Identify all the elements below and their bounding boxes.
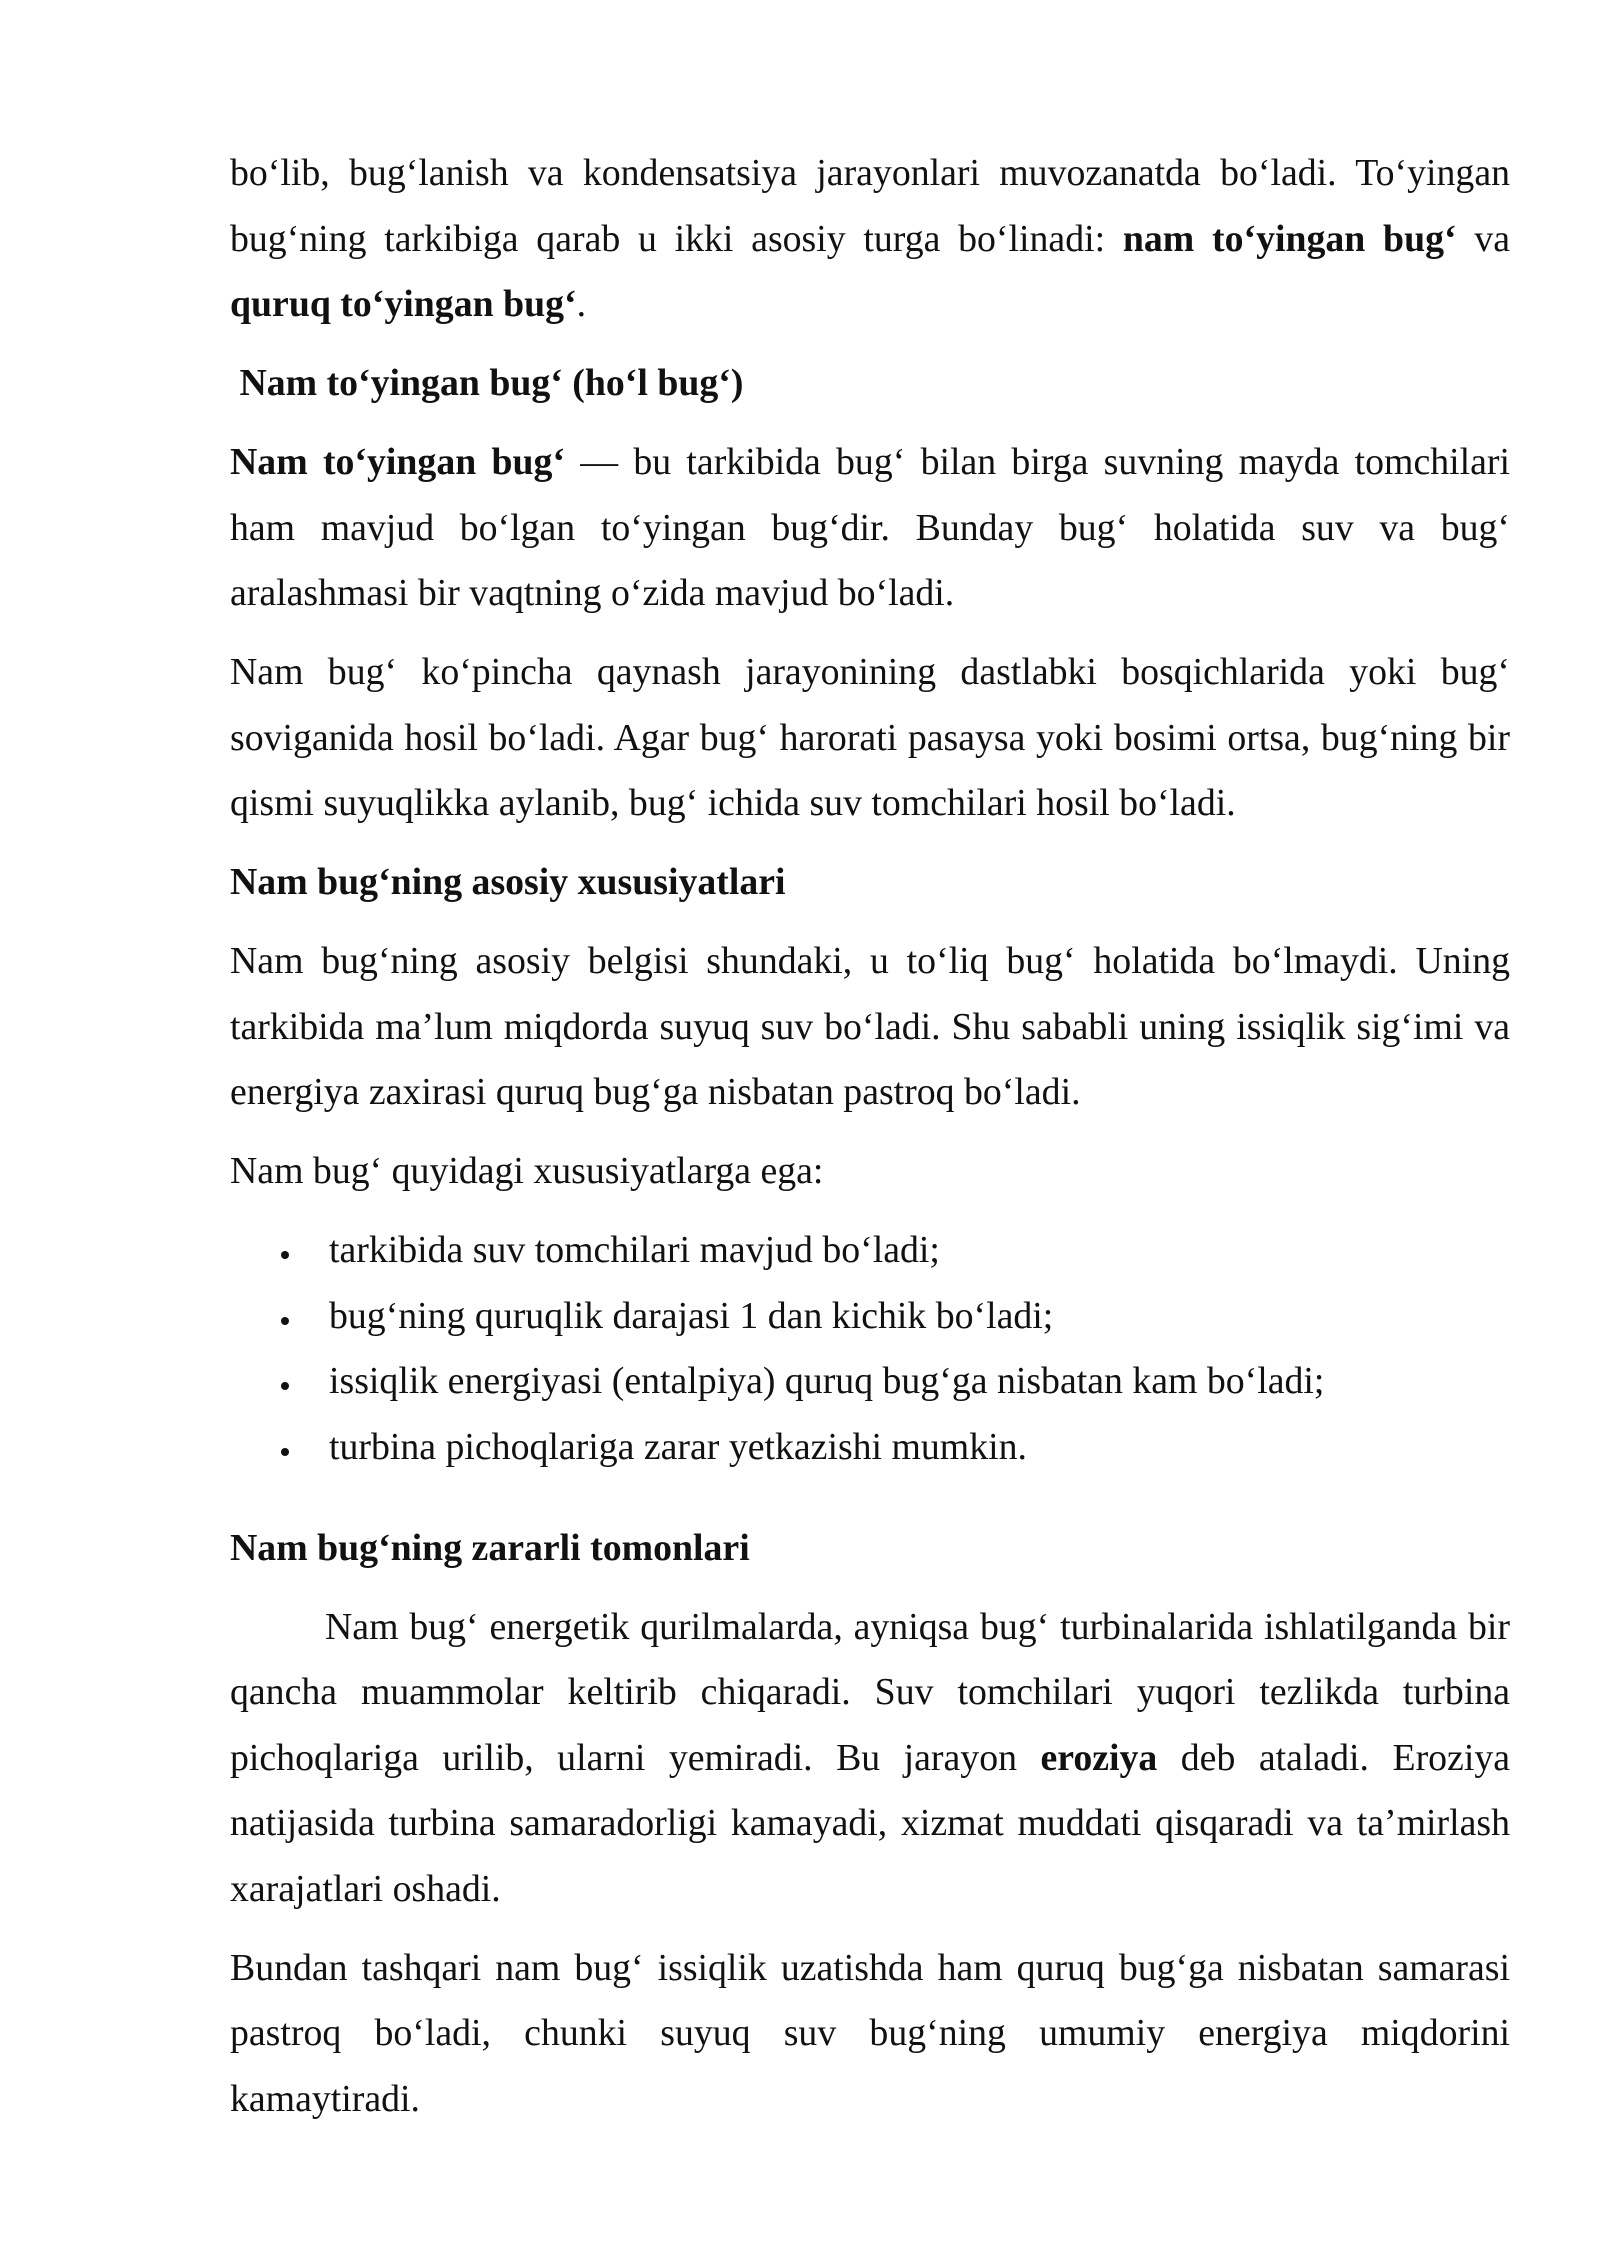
document-body: [230, 141, 1510, 2132]
bullet-icon: [281, 1448, 289, 1456]
list-item: [329, 1349, 1510, 1415]
definition-paragraph: [230, 430, 1510, 627]
harm-paragraph: [230, 1595, 1510, 1923]
bold-term-wet-steam: nam to‘yingan bug‘: [1122, 217, 1457, 260]
list-item-text: bug‘ning quruqlik darajasi 1 dan kichik bo‘ladi;: [329, 1294, 1054, 1337]
list-item-text: issiqlik energiyasi (entalpiya) quruq bug‘ga nisbatan kam bo‘ladi;: [329, 1360, 1325, 1402]
section-heading-wet-steam: Nam to‘yingan bug‘ (ho‘l bug‘): [239, 362, 744, 404]
section-heading-harm: Nam bug‘ning zararli tomonlari: [230, 1526, 750, 1569]
formation-paragraph: Nam bug‘ ko‘pincha qaynash jarayonining dastlabki bosqichlarida yoki bug‘ soviganida hosil bo‘ladi. Agar bug‘ harorati pasaysa yoki bosimi ortsa, bug‘ning bir qismi suyuqlikka aylanib, bug‘ ichida suv tomchilari hosil bo‘ladi.: [230, 651, 1510, 824]
body-text: bo‘lib, bug‘lanish va kondensatsiya jarayonlari muvozanatda bo‘ladi. To‘yingan bug‘ning tarkibiga qarab u ikki asosiy turga bo‘linadi:: [230, 152, 1510, 260]
bold-term-dry-steam: quruq to‘yingan bug‘: [230, 283, 577, 325]
section-heading-properties: Nam bug‘ning asosiy xususiyatlari: [230, 861, 786, 903]
list-item: [329, 1415, 1510, 1481]
list-item: [329, 1284, 1510, 1350]
list-item-text: tarkibida suv tomchilari mavjud bo‘ladi;: [329, 1229, 940, 1271]
body-text: .: [576, 283, 587, 325]
heat-transfer-paragraph: Bundan tashqari nam bug‘ issiqlik uzatishda ham quruq bug‘ga nisbatan samarasi pastroq bo‘ladi, chunki suyuq suv bug‘ning umumiy energiya miqdorini kamaytiradi.: [230, 1946, 1510, 2120]
list-item-text: turbina pichoqlariga zarar yetkazishi mumkin.: [329, 1425, 1027, 1468]
list-intro-paragraph: Nam bug‘ quyidagi xususiyatlarga ega:: [230, 1150, 824, 1192]
body-text: deb ataladi. Eroziya natijasida turbina samaradorligi kamayadi, xizmat muddati qisqaradi va ta’mirlash xarajatlari oshadi.: [230, 1736, 1510, 1910]
bullet-icon: [281, 1317, 289, 1325]
bullet-icon: [281, 1382, 289, 1390]
body-text: va: [1456, 217, 1510, 260]
list-item: [329, 1218, 1510, 1284]
intro-paragraph: [230, 141, 1510, 338]
body-text: Nam bug‘ energetik qurilmalarda, ayniqsa bug‘ turbinalarida ishlatilganda bir qancha muammolar keltirib chiqaradi. Suv tomchilari yuqori tezlikda turbina pichoqlariga urilib, ularni yemiradi. Bu jarayon: [230, 1605, 1510, 1779]
bullet-icon: [281, 1251, 289, 1259]
properties-list: [329, 1218, 1510, 1480]
properties-paragraph: Nam bug‘ning asosiy belgisi shundaki, u to‘liq bug‘ holatida bo‘lmaydi. Uning tarkibida ma’lum miqdorda suyuq suv bo‘ladi. Shu sababli uning issiqlik sig‘imi va energiya zaxirasi quruq bug‘ga nisbatan pastroq bo‘ladi.: [230, 940, 1510, 1113]
bold-term-definition: Nam to‘yingan bug‘: [230, 441, 566, 483]
body-text: — bu tarkibida bug‘ bilan birga suvning mayda tomchilari ham mavjud bo‘lgan to‘yingan bug‘dir. Bunday bug‘ holatida suv va bug‘ aralashmasi bir vaqtning o‘zida mavjud bo‘ladi.: [230, 441, 1510, 614]
bold-term-erosion: eroziya: [1040, 1736, 1158, 1779]
